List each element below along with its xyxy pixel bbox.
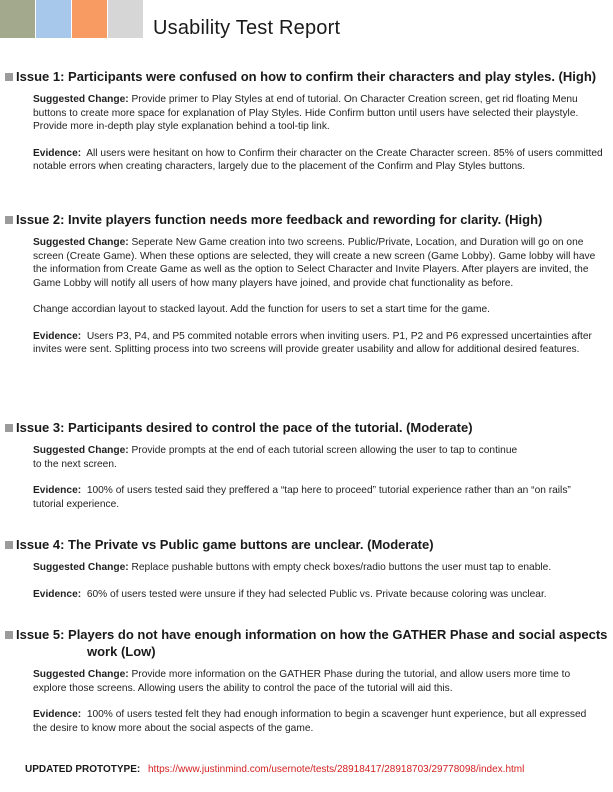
issue-heading-text: Issue 3: Participants desired to control the pace of the tutorial. (Moderate) — [16, 420, 473, 435]
suggested-change — [33, 236, 603, 290]
issue-heading — [0, 68, 613, 85]
evidence-label: Evidence: — [33, 588, 82, 600]
color-swatches — [0, 0, 144, 38]
evidence-text: Users P3, P4, and P5 commited notable errors when inviting users. P1, P2 and P6 expressed uncertainties after invites were sent. Splitting process into two screens will provide greater usability and allow for additional desired features. — [33, 330, 592, 355]
evidence-text: 100% of users tested felt they had enough information to begin a scavenger hunt experience, but all expressed the desire to know more about the social aspects of the game. — [33, 709, 587, 734]
issue-heading — [0, 211, 613, 228]
issue-heading — [0, 626, 613, 660]
suggested-change-label: Suggested Change: — [33, 445, 129, 456]
suggested-change — [33, 668, 603, 695]
issue-heading-text: Issue 4: The Private vs Public game buttons are unclear. (Moderate) — [16, 537, 434, 552]
updated-prototype-label: UPDATED PROTOTYPE: — [25, 764, 141, 775]
suggested-change-label: Suggested Change: — [33, 237, 129, 248]
evidence-text: All users were hesitant on how to Confirm their character on the Create Character screen. 85% of users committed notable errors when creating characters, largely due to the placement of the Confirm and Play Styles buttons. — [33, 147, 603, 172]
prototype-link[interactable]: https://www.justinmind.com/usernote/tests/28918417/28918703/29778098/index.html — [147, 764, 525, 775]
issue-1 — [0, 68, 613, 174]
evidence-label: Evidence: — [33, 147, 82, 159]
issue-heading-text: Issue 5: Players do not have enough information on how the GATHER Phase and social aspects — [16, 627, 608, 642]
evidence-label: Evidence: — [33, 330, 82, 342]
issue-heading — [0, 536, 613, 553]
additional-change: Change accordian layout to stacked layout. Add the function for users to set a start time for the game. — [33, 304, 490, 315]
issue-heading-text: Issue 2: Invite players function needs more feedback and rewording for clarity. (High) — [16, 212, 543, 227]
evidence — [33, 708, 603, 735]
report-title: Usability Test Report — [153, 17, 341, 39]
square-bullet-icon — [5, 424, 13, 432]
suggested-change — [33, 561, 613, 575]
evidence-text: 60% of users tested were unsure if they had selected Public vs. Private because coloring was unclear. — [86, 588, 547, 600]
evidence-label: Evidence: — [33, 485, 82, 496]
evidence — [33, 147, 603, 174]
evidence-label: Evidence: — [33, 709, 82, 720]
updated-prototype-footer — [25, 764, 524, 775]
evidence — [33, 484, 583, 511]
issue-4 — [0, 536, 613, 601]
issue-5 — [0, 626, 613, 735]
issue-3 — [0, 419, 613, 511]
square-bullet-icon — [5, 541, 13, 549]
color-swatch-2 — [36, 0, 71, 38]
issue-2 — [0, 211, 613, 357]
suggested-change-text: Provide prompts at the end of each tutorial screen allowing the user to tap to continue to the next screen. — [33, 445, 518, 470]
suggested-change-text: Replace pushable buttons with empty check boxes/radio buttons the user must tap to enable. — [131, 562, 552, 573]
suggested-change-label: Suggested Change: — [33, 669, 129, 680]
color-swatch-3 — [72, 0, 107, 38]
suggested-change-text: Provide more information on the GATHER Phase during the tutorial, and allow users more time to explore those screens. Allowing users the ability to control the pace of the tutorial will aid this. — [33, 669, 571, 694]
color-swatch-1 — [0, 0, 35, 38]
issue-heading-continuation: work (Low) — [87, 644, 156, 659]
evidence — [33, 588, 603, 602]
suggested-change — [33, 93, 603, 134]
suggested-change — [33, 444, 523, 471]
suggested-change-text: Seperate New Game creation into two screens. Public/Private, Location, and Duration will go on one screen (Create Game). When these options are selected, they will create a new screen (Game Lobby). Game lobby will have the information from Create Game as well as the option to Select Character and Invite Players. After players are invited, the Game Lobby will notify all users of how many players have joined, and provide chat functionality as before. — [33, 237, 596, 289]
issue-heading — [0, 419, 613, 436]
suggested-change-text: Provide primer to Play Styles at end of tutorial. On Character Creation screen, get rid floating Menu buttons to create more space for explanation of Play Styles. Hide Confirm button until users have selected their playstyle. Provide more in-depth play style explanation behind a tool-tip link. — [33, 94, 579, 132]
square-bullet-icon — [5, 631, 13, 639]
evidence-text: 100% of users tested said they preffered a “tap here to proceed” tutorial experience rather than an “on rails” tutorial experience. — [33, 485, 571, 510]
color-swatch-4 — [108, 0, 143, 38]
square-bullet-icon — [5, 216, 13, 224]
suggested-change-label: Suggested Change: — [33, 562, 129, 573]
issue-heading-text: Issue 1: Participants were confused on how to confirm their characters and play styles. (High) — [16, 69, 597, 84]
suggested-change-label: Suggested Change: — [33, 94, 129, 105]
evidence — [33, 330, 603, 357]
square-bullet-icon — [5, 73, 13, 81]
